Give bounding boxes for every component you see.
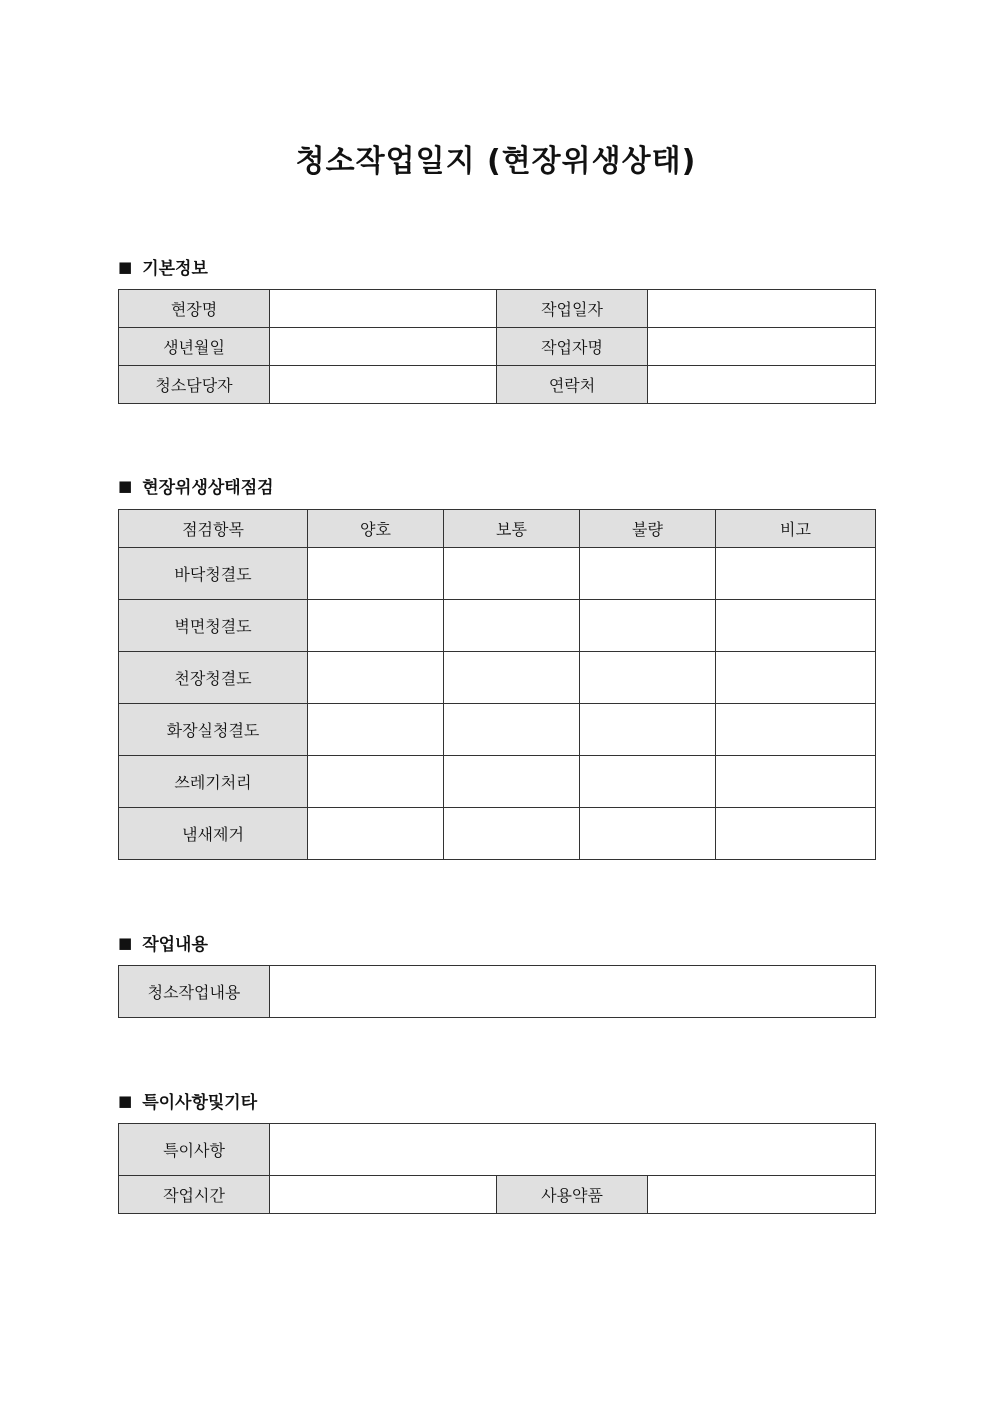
- table-row: [119, 652, 876, 704]
- note-cell[interactable]: [716, 652, 876, 704]
- work-time-label: 작업시간: [119, 1176, 270, 1214]
- basic-info-table: [118, 289, 876, 404]
- section-heading-label: 현장위생상태점검: [142, 478, 274, 498]
- column-header-normal: 보통: [444, 510, 580, 548]
- column-header-good: 양호: [308, 510, 444, 548]
- good-cell[interactable]: [308, 600, 444, 652]
- column-header-bad: 불량: [580, 510, 716, 548]
- good-cell[interactable]: [308, 548, 444, 600]
- table-row: [119, 1124, 876, 1176]
- section-heading-remarks: [118, 1088, 257, 1113]
- birth-date-label: 생년월일: [119, 328, 270, 366]
- bad-cell[interactable]: [580, 600, 716, 652]
- table-row: [119, 808, 876, 860]
- bad-cell[interactable]: [580, 808, 716, 860]
- inspection-item-label: 천장청결도: [119, 652, 308, 704]
- inspection-item-label: 벽면청결도: [119, 600, 308, 652]
- bad-cell[interactable]: [580, 548, 716, 600]
- cleaning-work-content-field[interactable]: [270, 966, 876, 1018]
- work-time-field[interactable]: [270, 1176, 497, 1214]
- note-cell[interactable]: [716, 808, 876, 860]
- worker-name-label: 작업자명: [497, 328, 648, 366]
- document-title: 청소작업일지 (현장위생상태): [295, 144, 697, 179]
- square-bullet-icon: ■: [118, 257, 133, 276]
- good-cell[interactable]: [308, 756, 444, 808]
- square-bullet-icon: ■: [118, 476, 133, 495]
- inspection-item-label: 쓰레기처리: [119, 756, 308, 808]
- square-bullet-icon: ■: [118, 933, 133, 952]
- special-notes-field[interactable]: [270, 1124, 876, 1176]
- cleaning-manager-field[interactable]: [270, 366, 497, 404]
- inspection-item-label: 화장실청결도: [119, 704, 308, 756]
- good-cell[interactable]: [308, 808, 444, 860]
- section-heading-inspection: [118, 473, 274, 498]
- normal-cell[interactable]: [444, 600, 580, 652]
- note-cell[interactable]: [716, 704, 876, 756]
- remarks-table: [118, 1123, 876, 1214]
- normal-cell[interactable]: [444, 652, 580, 704]
- special-notes-label: 특이사항: [119, 1124, 270, 1176]
- chemicals-used-field[interactable]: [648, 1176, 876, 1214]
- contact-field[interactable]: [648, 366, 876, 404]
- bad-cell[interactable]: [580, 704, 716, 756]
- note-cell[interactable]: [716, 548, 876, 600]
- section-heading-label: 기본정보: [142, 259, 208, 279]
- inspection-item-label: 바닥청결도: [119, 548, 308, 600]
- table-row: [119, 966, 876, 1018]
- normal-cell[interactable]: [444, 808, 580, 860]
- inspection-table: [118, 509, 876, 860]
- site-name-label: 현장명: [119, 290, 270, 328]
- section-heading-label: 특이사항및기타: [142, 1093, 258, 1113]
- note-cell[interactable]: [716, 756, 876, 808]
- table-row: [119, 756, 876, 808]
- table-row: [119, 704, 876, 756]
- note-cell[interactable]: [716, 600, 876, 652]
- inspection-item-label: 냄새제거: [119, 808, 308, 860]
- normal-cell[interactable]: [444, 548, 580, 600]
- work-date-label: 작업일자: [497, 290, 648, 328]
- chemicals-used-label: 사용약품: [497, 1176, 648, 1214]
- table-row: [119, 366, 876, 404]
- cleaning-manager-label: 청소담당자: [119, 366, 270, 404]
- worker-name-field[interactable]: [648, 328, 876, 366]
- normal-cell[interactable]: [444, 704, 580, 756]
- table-row: [119, 1176, 876, 1214]
- contact-label: 연락처: [497, 366, 648, 404]
- section-heading-basic-info: [118, 254, 208, 279]
- table-row: [119, 600, 876, 652]
- bad-cell[interactable]: [580, 756, 716, 808]
- section-heading-work-content: [118, 930, 208, 955]
- table-header-row: [119, 510, 876, 548]
- work-content-table: [118, 965, 876, 1018]
- table-row: [119, 548, 876, 600]
- work-date-field[interactable]: [648, 290, 876, 328]
- site-name-field[interactable]: [270, 290, 497, 328]
- square-bullet-icon: ■: [118, 1091, 133, 1110]
- normal-cell[interactable]: [444, 756, 580, 808]
- column-header-item: 점검항목: [119, 510, 308, 548]
- cleaning-work-content-label: 청소작업내용: [119, 966, 270, 1018]
- good-cell[interactable]: [308, 652, 444, 704]
- birth-date-field[interactable]: [270, 328, 497, 366]
- column-header-note: 비고: [716, 510, 876, 548]
- table-row: [119, 328, 876, 366]
- section-heading-label: 작업내용: [142, 935, 208, 955]
- table-row: [119, 290, 876, 328]
- bad-cell[interactable]: [580, 652, 716, 704]
- good-cell[interactable]: [308, 704, 444, 756]
